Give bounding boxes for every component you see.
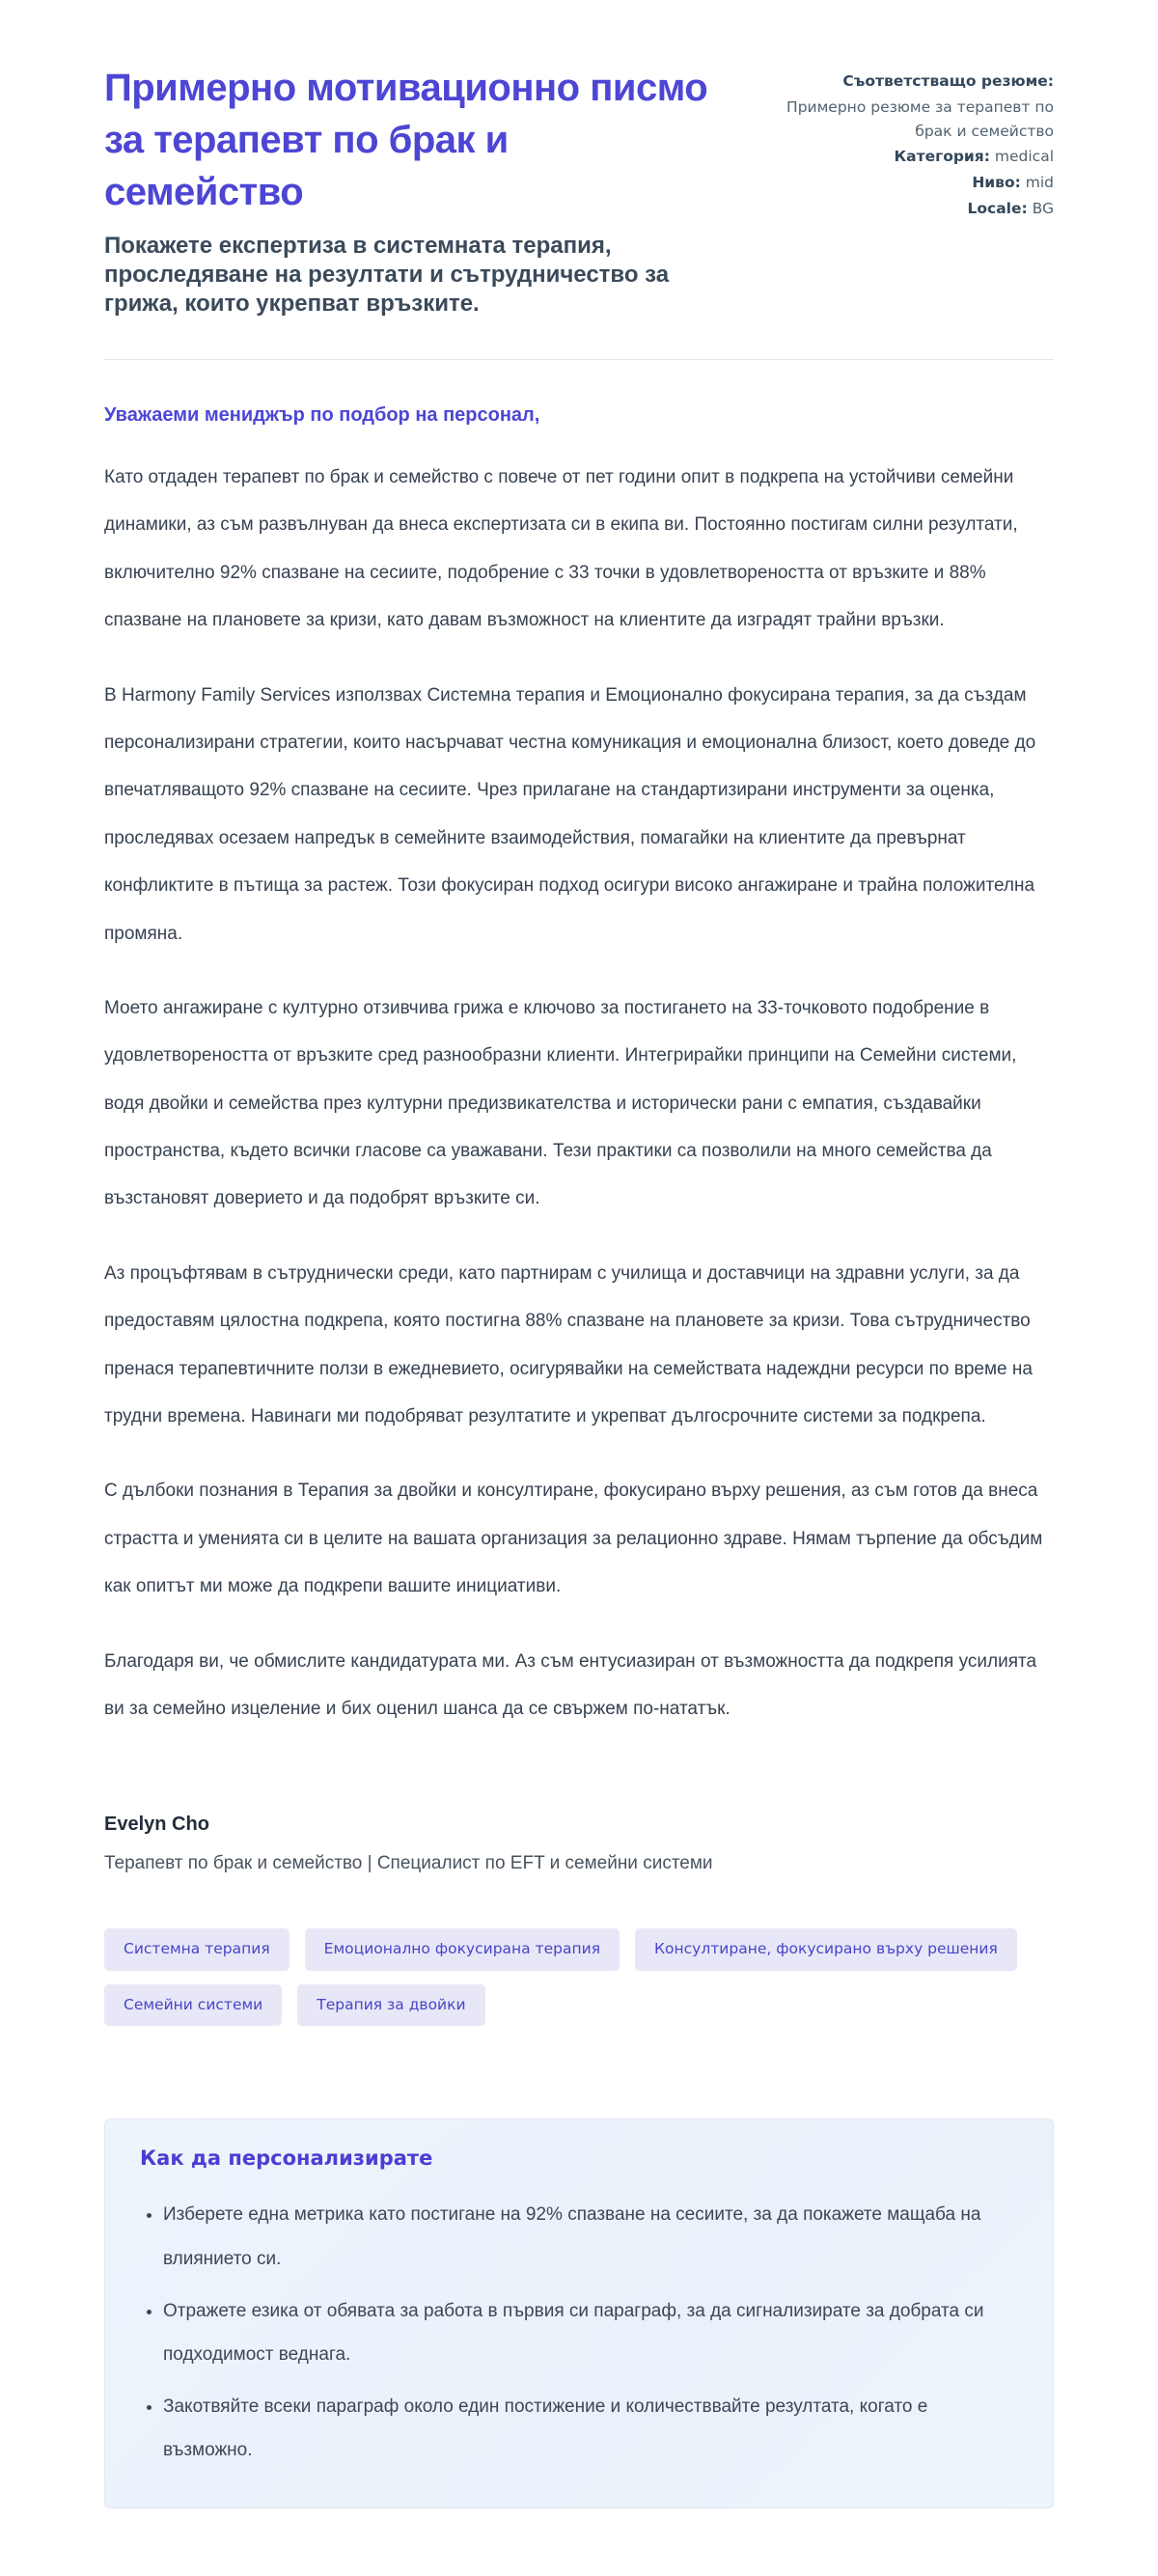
meta-resume-label: Съответстващо резюме: bbox=[842, 72, 1054, 90]
cover-letter-body bbox=[104, 404, 1054, 1874]
page-title: Примерно мотивационно писмо за терапевт по брак и семейство bbox=[104, 67, 708, 213]
tips-list bbox=[140, 2193, 1018, 2473]
meta-locale bbox=[755, 197, 1054, 221]
meta-panel bbox=[755, 62, 1054, 221]
meta-locale-label: Locale: bbox=[967, 199, 1028, 217]
skill-tag[interactable]: Емоционално фокусирана терапия bbox=[305, 1928, 620, 1971]
meta-resume-value: Примерно резюме за терапевт по брак и семейство bbox=[786, 97, 1054, 140]
meta-level-value: mid bbox=[1025, 174, 1054, 192]
header-title-block bbox=[104, 62, 712, 319]
meta-category bbox=[755, 145, 1054, 169]
tip-item: • Отражете езика от обявата за работа в първия си параграф, за да сигнализирате за добрата си подходимост веднага. bbox=[163, 2289, 1018, 2377]
meta-level bbox=[755, 171, 1054, 195]
meta-category-label: Категория: bbox=[894, 148, 990, 166]
skill-tags bbox=[104, 1928, 1054, 2026]
skill-tag[interactable]: Консултиране, фокусирано върху решения bbox=[635, 1928, 1017, 1971]
meta-category-value: medical bbox=[994, 148, 1054, 166]
page-subtitle: Покажете експертиза в системната терапия, проследяване на резултати и сътрудничество за грижа, които укрепват връзките. bbox=[104, 233, 670, 317]
letter-paragraph: В Harmony Family Services използвах Системна терапия и Емоционално фокусирана терапия, за да създам персонализирани стратегии, които насърчават честна комуникация и емоционална близост, което доведе до впечатляващото 92% спазване на сесиите. Чрез прилагане на стандартизирани инструменти за оценка, проследявах осезаем напредък в семейните взаимодействия, помагайки на клиентите да превърнат конфликтите в пътища за растеж. Този фокусиран подход осигури високо ангажиране и трайна положителна промяна. bbox=[104, 684, 1036, 944]
skill-tag[interactable]: Терапия за двойки bbox=[297, 1984, 484, 2027]
tips-heading: Как да персонализирате bbox=[140, 2147, 433, 2171]
letter-paragraph: С дълбоки познания в Терапия за двойки и консултиране, фокусирано върху решения, аз съм готов да внеса страстта и уменията си в целите на вашата организация за релационно здраве. Нямам търпение да обсъдим как опитът ми може да подкрепи вашите инициативи. bbox=[104, 1481, 1043, 1597]
letter-paragraph: Благодаря ви, че обмислите кандидатурата ми. Аз съм ентусиазиран от възможността да подкрепя усилията ви за семейно изцеление и бих оценил шанса да се свържем по-нататък. bbox=[104, 1650, 1037, 1719]
letter-paragraph: Аз процъфтявам в сътруднически среди, като партнирам с училища и доставчици на здравни услуги, за да предоставям цялостна подкрепа, която постигна 88% спазване на плановете за кризи. Това сътрудничество пренася терапевтичните ползи в ежедневието, осигурявайки на семействата надеждни ресурси по време на трудни времена. Навинаги ми подобряват резултатите и укрепват дългосрочните системи за подкрепа. bbox=[104, 1262, 1033, 1427]
skill-tag[interactable]: Системна терапия bbox=[104, 1928, 290, 1971]
signature-title: Терапевт по брак и семейство | Специалист по EFT и семейни системи bbox=[104, 1853, 713, 1874]
meta-level-label: Ниво: bbox=[972, 174, 1021, 192]
letter-paragraph: Като отдаден терапевт по брак и семейство с повече от пет години опит в подкрепа на устойчиви семейни динамики, аз съм развълнуван да внеса експертизата си в екипа ви. Постоянно постигам силни резултати, включително 92% спазване на сесиите, подобрение с 33 точки в удовлетвореността от връзките и 88% спазване на плановете за кризи, като давам възможност на клиентите да изградят трайни връзки. bbox=[104, 467, 1018, 631]
signature-name: Evelyn Cho bbox=[104, 1814, 209, 1836]
meta-locale-value: BG bbox=[1032, 199, 1054, 217]
tip-item: • Закотвяйте всеки параграф около един постижение и количестввайте резултата, когато е възможно. bbox=[163, 2385, 1018, 2473]
page-header bbox=[104, 62, 1054, 319]
letter-paragraph: Моето ангажиране с културно отзивчива грижа е ключово за постигането на 33-точковото подобрение в удовлетвореността от връзките сред разнообразни клиенти. Интегрирайки принципи на Семейни системи, водя двойки и семейства през културни предизвикателства и исторически рани с емпатия, създавайки пространства, където всички гласове са уважавани. Тези практики са позволили на много семейства да възстановят доверието и да подобрят връзките си. bbox=[104, 997, 1017, 1209]
personalization-tips-box bbox=[104, 2119, 1054, 2508]
tip-item: • Изберете една метрика като постигане на 92% спазване на сесиите, за да покажете мащаба на влиянието си. bbox=[163, 2193, 1018, 2281]
signature-block bbox=[104, 1814, 1054, 1874]
header-divider bbox=[104, 359, 1054, 360]
letter-greeting: Уважаеми мениджър по подбор на персонал, bbox=[104, 404, 540, 426]
skill-tag[interactable]: Семейни системи bbox=[104, 1984, 282, 2027]
page-container bbox=[104, 0, 1054, 2576]
